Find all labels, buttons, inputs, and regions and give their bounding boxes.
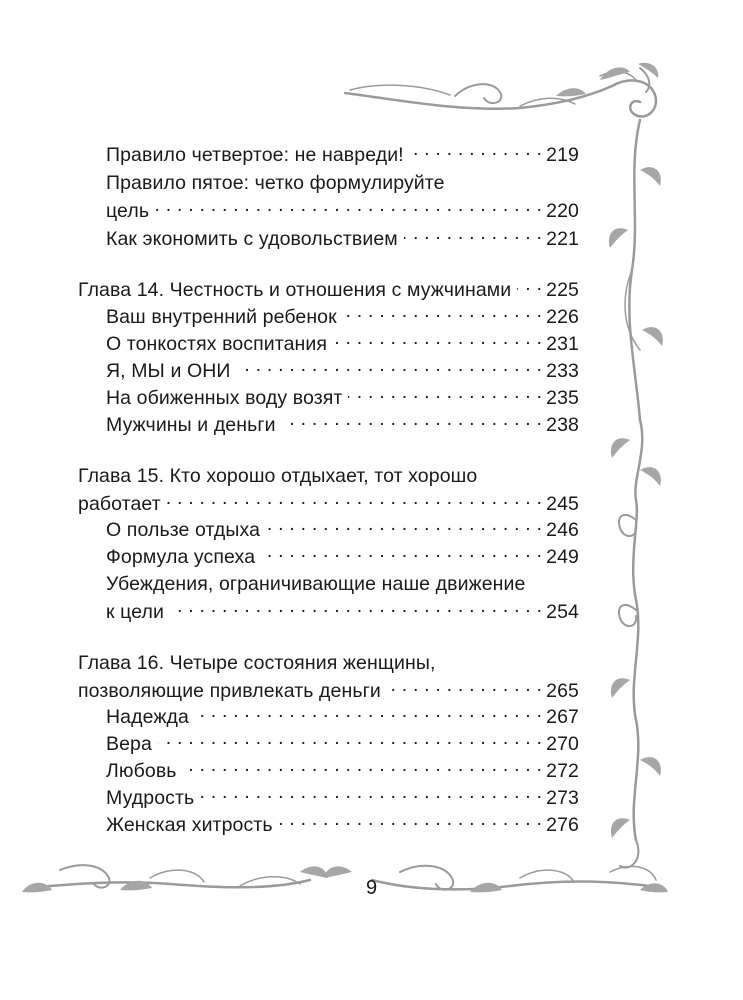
toc-leader-dots xyxy=(282,411,543,431)
toc-entry-title-cont: позволяющие привлекать деньги xyxy=(78,680,381,702)
toc-leader-dots xyxy=(183,757,543,777)
toc-entry-title: Ваш внутренний ребенок xyxy=(106,306,337,328)
toc-entry[interactable] xyxy=(106,384,579,412)
toc-entry-title-cont: к цели xyxy=(106,601,164,623)
toc-leader-dots xyxy=(237,357,543,377)
toc-leader-dots xyxy=(261,543,542,563)
toc-leader-dots xyxy=(410,141,542,161)
toc-entry-page: 219 xyxy=(546,144,579,166)
toc-entry-page: 276 xyxy=(546,814,579,836)
toc-leader-dots xyxy=(387,677,542,697)
toc-entry-title: Правило пятое: четко формулируйте xyxy=(106,172,445,194)
toc-entry-title: Убеждения, ограничивающие наше движение xyxy=(106,573,526,595)
toc-entry-page: 235 xyxy=(546,387,579,409)
toc-leader-dots xyxy=(167,490,542,510)
page-number: 9 xyxy=(365,877,378,899)
toc-entry-title: Мужчины и деньги xyxy=(106,414,276,436)
toc-entry-page: 226 xyxy=(546,306,579,328)
toc-entry-title: Глава 14. Честность и отношения с мужчинами xyxy=(78,279,512,301)
toc-entry-title: Надежда xyxy=(106,706,189,728)
toc-entry-title: Любовь xyxy=(106,760,177,782)
toc-entry-title: О пользе отдыха xyxy=(106,519,261,541)
toc-entry[interactable] xyxy=(106,703,579,731)
toc-entry-title-cont: цель xyxy=(106,200,150,222)
toc-entry-page: 270 xyxy=(546,733,579,755)
toc-entry-title: Я, МЫ и ОНИ xyxy=(106,360,231,382)
toc-entry-title: Глава 15. Кто хорошо отдыхает, тот хорошо xyxy=(78,465,478,487)
toc-entry-page: 245 xyxy=(546,493,579,515)
toc-entry-page: 273 xyxy=(546,787,579,809)
toc-entry-title: О тонкостях воспитания xyxy=(106,333,328,355)
toc-entry-page: 254 xyxy=(546,601,579,623)
toc-entry-title: На обиженных воду возят xyxy=(106,387,343,409)
toc-entry-page: 225 xyxy=(546,279,579,301)
toc-leader-dots xyxy=(348,384,542,404)
toc-entry-page: 231 xyxy=(546,333,579,355)
toc-entry-page: 267 xyxy=(546,706,579,728)
toc-entry[interactable] xyxy=(106,757,579,785)
toc-entry[interactable] xyxy=(106,225,579,253)
toc-leader-dots xyxy=(195,703,542,723)
toc-leader-dots xyxy=(266,516,542,536)
toc-entry[interactable] xyxy=(106,357,579,385)
toc-entry-page: 265 xyxy=(546,680,579,702)
toc-entry-title: Мудрость xyxy=(106,787,195,809)
toc-chapter-entry[interactable] xyxy=(78,462,579,518)
toc-entry[interactable] xyxy=(106,730,579,758)
toc-entry[interactable] xyxy=(106,141,579,169)
toc-entry-title-cont: работает xyxy=(78,493,161,515)
toc-leader-dots xyxy=(279,811,543,831)
toc-entry-page: 233 xyxy=(546,360,579,382)
toc-entry-page: 272 xyxy=(546,760,579,782)
toc-leader-dots xyxy=(158,730,542,750)
toc-entry[interactable] xyxy=(106,516,579,544)
toc-entry[interactable] xyxy=(106,570,579,626)
toc-leader-dots xyxy=(155,197,542,217)
toc-leader-dots xyxy=(343,303,542,323)
toc-entry-page: 249 xyxy=(546,546,579,568)
toc-entry-title: Как экономить с удовольствием xyxy=(106,228,398,250)
toc-entry[interactable] xyxy=(106,784,579,812)
toc-entry-page: 238 xyxy=(546,414,579,436)
toc-entry[interactable] xyxy=(106,169,579,225)
toc-leader-dots xyxy=(517,276,542,296)
toc-entry[interactable] xyxy=(106,330,579,358)
toc-entry-title: Формула успеха xyxy=(106,546,256,568)
toc-entry-page: 220 xyxy=(546,200,579,222)
toc-leader-dots xyxy=(200,784,542,804)
toc-leader-dots xyxy=(333,330,542,350)
toc-leader-dots xyxy=(170,598,542,618)
toc-entry[interactable] xyxy=(106,543,579,571)
toc-entry[interactable] xyxy=(106,303,579,331)
toc-chapter-entry[interactable] xyxy=(78,276,579,304)
toc-entry-title: Правило четвертое: не навреди! xyxy=(106,144,404,166)
toc-entry-title: Глава 16. Четыре состояния женщины, xyxy=(78,652,436,674)
toc-entry[interactable] xyxy=(106,411,579,439)
toc-leader-dots xyxy=(404,225,542,245)
toc-entry[interactable] xyxy=(106,811,579,839)
toc-entry-title: Вера xyxy=(106,733,152,755)
toc-chapter-entry[interactable] xyxy=(78,649,579,705)
toc-entry-title: Женская хитрость xyxy=(106,814,273,836)
toc-entry-page: 246 xyxy=(546,519,579,541)
toc-entry-page: 221 xyxy=(546,228,579,250)
